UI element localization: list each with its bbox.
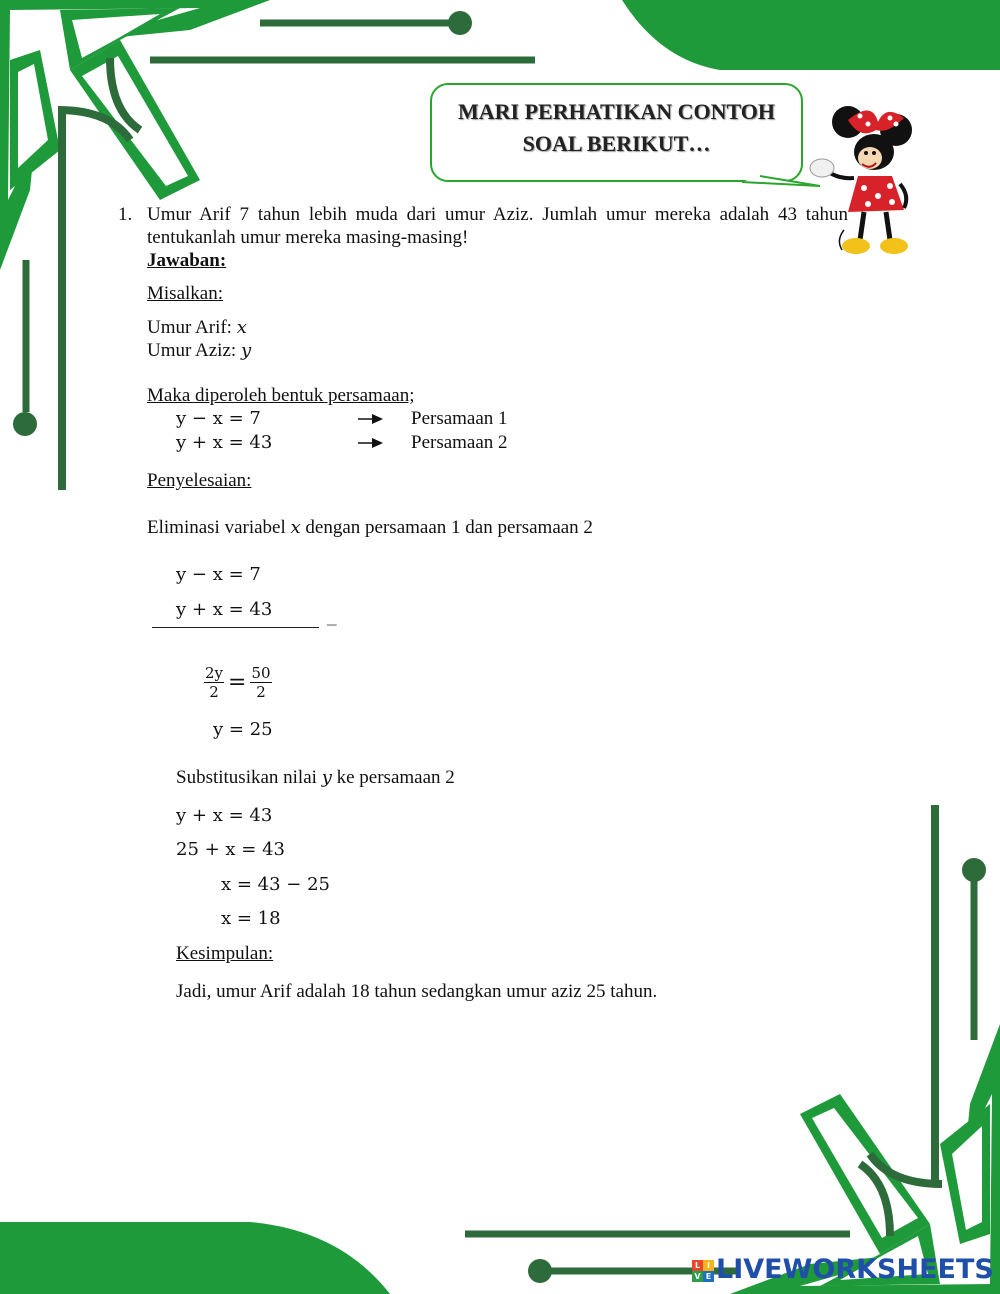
penyelesaian-label: Penyelesaian: <box>147 470 252 491</box>
right-dot <box>962 858 986 882</box>
elimination-variable: x <box>290 517 301 538</box>
liveworksheets-logo <box>692 1254 994 1286</box>
top-right-corner-shape <box>622 0 1000 70</box>
fraction-equation <box>204 664 272 708</box>
answer-heading: Jawaban: <box>147 250 227 271</box>
elimination-equation-2: y + x = 43 <box>176 599 273 620</box>
fraction-left-denominator: 2 <box>209 683 219 701</box>
y-result: y = 25 <box>213 719 273 740</box>
top-dot <box>448 11 472 35</box>
variable-arif <box>147 316 247 339</box>
variable-aziz <box>147 339 251 362</box>
equations-label: Maka diperoleh bentuk persamaan; <box>147 385 415 406</box>
left-dot <box>13 412 37 436</box>
elimination-instruction <box>147 516 593 539</box>
conclusion-text: Jadi, umur Arif adalah 18 tahun sedangkan umur aziz 25 tahun. <box>176 981 658 1002</box>
elimination-post: dengan persamaan 1 dan persamaan 2 <box>305 517 593 538</box>
elimination-pre: Eliminasi variabel <box>147 517 286 538</box>
elimination-operator: _ <box>327 607 337 628</box>
page-title <box>430 96 803 160</box>
liveworksheets-brand: LIVEWORKSHEETS <box>716 1254 994 1285</box>
variable-aziz-symbol: y <box>240 340 252 361</box>
fraction-right <box>250 664 271 701</box>
equation-1-label: Persamaan 1 <box>411 408 508 429</box>
kesimpulan-label: Kesimpulan: <box>176 943 274 964</box>
substitution-step-3: x = 43 − 25 <box>221 874 331 895</box>
elimination-equation-1: y − x = 7 <box>176 564 261 585</box>
arrow-right-icon <box>358 437 384 449</box>
variable-arif-symbol: x <box>236 317 247 338</box>
question-number: 1. <box>118 204 133 225</box>
substitution-step-1: y + x = 43 <box>176 805 273 826</box>
fraction-left-numerator: 2y <box>205 664 224 682</box>
substitute-instruction <box>176 766 455 789</box>
equation-2-label: Persamaan 2 <box>411 432 508 453</box>
fraction-right-numerator: 50 <box>251 664 271 682</box>
live-badge-icon: L I V E <box>692 1260 716 1282</box>
substitute-variable: y <box>321 767 332 788</box>
substitute-post: ke persamaan 2 <box>336 767 455 788</box>
substitution-step-4: x = 18 <box>221 908 281 929</box>
bottom-left-corner-shape <box>0 1222 390 1294</box>
substitute-pre: Substitusikan nilai <box>176 767 317 788</box>
fraction-right-denominator: 2 <box>256 683 266 701</box>
title-line-2: SOAL BERIKUT… <box>522 131 711 156</box>
equation-2: y + x = 43 <box>176 432 273 453</box>
misalkan-label: Misalkan: <box>147 283 223 304</box>
fraction-left <box>204 664 224 701</box>
variable-aziz-label: Umur Aziz: <box>147 340 237 361</box>
variable-arif-label: Umur Arif: <box>147 317 232 338</box>
bottom-dot <box>528 1259 552 1283</box>
substitution-step-2: 25 + x = 43 <box>176 839 286 860</box>
arrow-right-icon <box>358 413 384 425</box>
equation-1: y − x = 7 <box>176 408 261 429</box>
title-line-1: MARI PERHATIKAN CONTOH <box>458 99 775 124</box>
elimination-divider <box>152 627 319 628</box>
question-text: Umur Arif 7 tahun lebih muda dari umur Aziz. Jumlah umur mereka adalah 43 tahun tentukanlah umur mereka masing-masing! <box>147 204 848 248</box>
fraction-equals: = <box>228 670 247 695</box>
